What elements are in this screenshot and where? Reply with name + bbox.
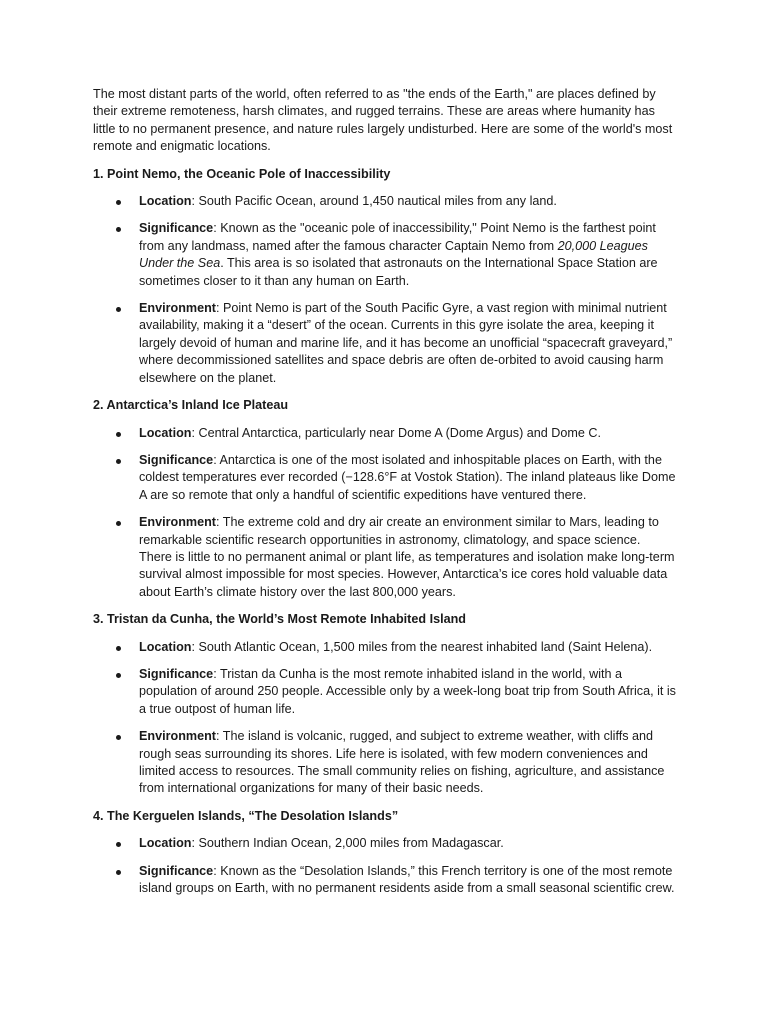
- item-label: Environment: [139, 301, 216, 316]
- section-list-point-nemo: [93, 193, 676, 387]
- item-text: Point Nemo is part of the South Pacific Gyre, a vast region with minimal nutrient availability, making it a “desert” of the ocean. Currents in this gyre isolate the area, keeping it largely devoid of human and marine life, and it has become an unofficial “spacecraft graveyard,” where decommissioned satellites and space debris are often de-orbited to avoid causing harm elsewhere on the planet.: [139, 301, 673, 385]
- list-item-significance: Significance: Known as the "oceanic pole of inaccessibility," Point Nemo is the farthest point from any landmass, named after the famous character Captain Nemo from 20,000 Leagues Under the Sea. This area is so isolated that astronauts on the International Space Station are sometimes closer to it than any human on Earth.: [139, 220, 676, 290]
- list-item-environment: Environment: Point Nemo is part of the South Pacific Gyre, a vast region with minimal nutrient availability, making it a “desert” of the ocean. Currents in this gyre isolate the area, keeping it largely devoid of human and marine life, and it has become an unofficial “spacecraft graveyard,” where decommissioned satellites and space debris are often de-orbited to avoid causing harm elsewhere on the planet.: [139, 300, 676, 387]
- item-text: Southern Indian Ocean, 2,000 miles from Madagascar.: [198, 836, 504, 851]
- section-list-kerguelen: [93, 835, 676, 897]
- list-item-location: Location: Southern Indian Ocean, 2,000 miles from Madagascar.: [139, 835, 676, 852]
- item-label: Significance: [139, 221, 214, 236]
- item-text: South Pacific Ocean, around 1,450 nautical miles from any land.: [198, 194, 557, 209]
- item-label: Location: [139, 639, 192, 654]
- section-heading-kerguelen: 4. The Kerguelen Islands, “The Desolation Islands”: [93, 808, 399, 823]
- item-label: Environment: [139, 729, 216, 744]
- item-label: Location: [139, 425, 192, 440]
- item-text: Central Antarctica, particularly near Dome A (Dome Argus) and Dome C.: [198, 425, 601, 440]
- item-label: Significance: [139, 666, 214, 681]
- item-text: . This area is so isolated that astronauts on the International Space Station are sometimes closer to it than any human on Earth.: [139, 256, 658, 288]
- section-list-tristan-da-cunha: [93, 639, 676, 798]
- section-list-antarctica: [93, 425, 676, 602]
- item-text: Antarctica is one of the most isolated and inhospitable places on Earth, with the coldest temperatures ever recorded (−128.6°F at Vostok Station). The inland plateaus like Dome A are so remote that only a handful of scientific expeditions have ventured there.: [139, 452, 676, 502]
- section-heading-tristan-da-cunha: 3. Tristan da Cunha, the World’s Most Remote Inhabited Island: [93, 612, 466, 627]
- item-text: Known as the “Desolation Islands,” this French territory is one of the most remote island groups on Earth, with no permanent residents aside from a small seasonal scientific crew.: [139, 863, 675, 896]
- list-item-significance: Significance: Tristan da Cunha is the most remote inhabited island in the world, with a population of around 250 people. Accessible only by a week-long boat trip from South Africa, it is a true outpost of human life.: [139, 666, 676, 718]
- list-item-significance: Significance: Known as the “Desolation Islands,” this French territory is one of the most remote island groups on Earth, with no permanent residents aside from a small seasonal scientific crew.: [139, 863, 676, 898]
- item-text: South Atlantic Ocean, 1,500 miles from the nearest inhabited land (Saint Helena).: [198, 639, 653, 654]
- book-title: 20,000 Leagues Under the Sea: [139, 238, 648, 271]
- intro-paragraph: The most distant parts of the world, often referred to as "the ends of the Earth," are places defined by their extreme remoteness, harsh climates, and rugged terrains. These are areas where humanity has little to no permanent presence, and nature rules largely undisturbed. Here are some of the world's most remote and enigmatic locations.: [93, 87, 673, 154]
- item-text: The extreme cold and dry air create an environment similar to Mars, leading to remarkable scientific research opportunities in astronomy, climatology, and space science. There is little to no permanent animal or plant life, as temperatures and isolation make long-term survival almost impossible for most species. However, Antarctica’s ice cores hold valuable data about Earth’s climate history over the last 800,000 years.: [139, 515, 675, 599]
- item-label: Significance: [139, 863, 214, 878]
- section-heading-point-nemo: 1. Point Nemo, the Oceanic Pole of Inaccessibility: [93, 166, 391, 181]
- item-text: Known as the "oceanic pole of inaccessibility," Point Nemo is the farthest point from any landmass, named after the famous character Captain Nemo from: [139, 221, 656, 253]
- list-item-location: Location: Central Antarctica, particularly near Dome A (Dome Argus) and Dome C.: [139, 425, 676, 442]
- list-item-environment: Environment: The extreme cold and dry air create an environment similar to Mars, leading to remarkable scientific research opportunities in astronomy, climatology, and space science. There is little to no permanent animal or plant life, as temperatures and isolation make long-term survival almost impossible for most species. However, Antarctica’s ice cores hold valuable data about Earth’s climate history over the last 800,000 years.: [139, 514, 676, 601]
- list-item-significance: Significance: Antarctica is one of the most isolated and inhospitable places on Earth, with the coldest temperatures ever recorded (−128.6°F at Vostok Station). The inland plateaus like Dome A are so remote that only a handful of scientific expeditions have ventured there.: [139, 452, 676, 504]
- item-label: Location: [139, 194, 192, 209]
- section-heading-antarctica: 2. Antarctica’s Inland Ice Plateau: [93, 398, 289, 413]
- item-label: Location: [139, 836, 192, 851]
- list-item-environment: Environment: The island is volcanic, rugged, and subject to extreme weather, with cliffs and rough seas surrounding its shores. Life here is isolated, with few modern conveniences and limited access to resources. The small community relies on fishing, agriculture, and assistance from international organizations for many of their basic needs.: [139, 728, 676, 798]
- item-label: Environment: [139, 515, 216, 530]
- item-label: Significance: [139, 452, 214, 467]
- list-item-location: Location: South Pacific Ocean, around 1,450 nautical miles from any land.: [139, 193, 676, 210]
- list-item-location: Location: South Atlantic Ocean, 1,500 miles from the nearest inhabited land (Saint Helena).: [139, 639, 676, 656]
- item-text: Tristan da Cunha is the most remote inhabited island in the world, with a population of around 250 people. Accessible only by a week-long boat trip from South Africa, it is a true outpost of human life.: [139, 666, 676, 716]
- item-text: The island is volcanic, rugged, and subject to extreme weather, with cliffs and rough seas surrounding its shores. Life here is isolated, with few modern conveniences and limited access to resources. The small community relies on fishing, agriculture, and assistance from international organizations for many of their basic needs.: [139, 729, 665, 796]
